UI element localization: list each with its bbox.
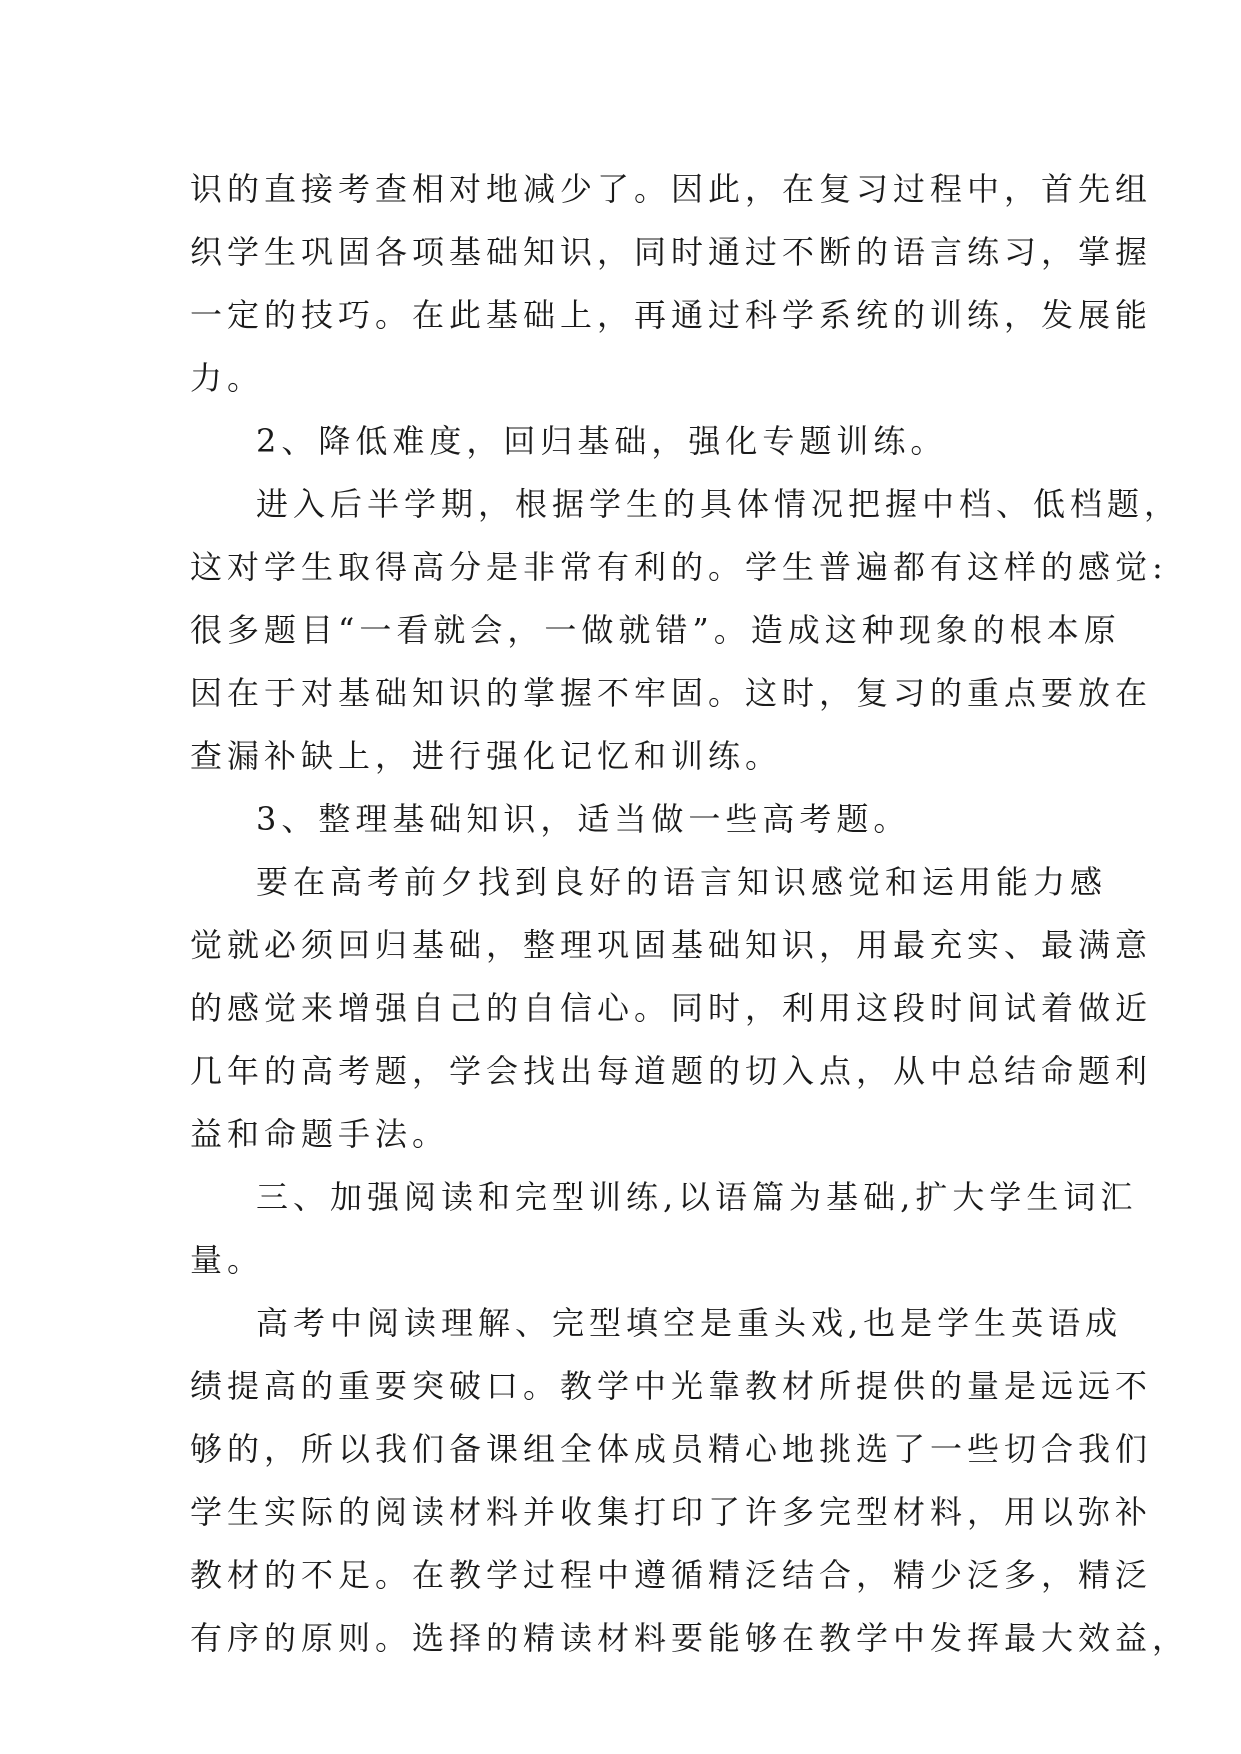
paragraph-line: 学生实际的阅读材料并收集打印了许多完型材料，用以弥补: [190, 1493, 1153, 1531]
paragraph-line: 要在高考前夕找到良好的语言知识感觉和运用能力感: [256, 863, 1108, 901]
paragraph-line: 的感觉来增强自己的自信心。同时，利用这段时间试着做近: [190, 989, 1153, 1027]
section-heading: 量。: [190, 1241, 265, 1279]
section-heading: 3、整理基础知识，适当做一些高考题。: [256, 800, 911, 838]
paragraph-line: 进入后半学期，根据学生的具体情况把握中档、低档题，: [256, 485, 1182, 523]
document-body: [190, 158, 1190, 1670]
paragraph-line: 绩提高的重要突破口。教学中光靠教材所提供的量是远远不: [190, 1367, 1153, 1405]
section-heading: 2、降低难度，回归基础，强化专题训练。: [256, 422, 948, 460]
paragraph-line: 够的，所以我们备课组全体成员精心地挑选了一些切合我们: [190, 1430, 1153, 1468]
paragraph-line: 高考中阅读理解、完型填空是重头戏,也是学生英语成: [256, 1304, 1123, 1342]
paragraph-line: 力。: [190, 359, 265, 397]
paragraph-line: 益和命题手法。: [190, 1115, 450, 1153]
paragraph-line: 识的直接考查相对地减少了。因此，在复习过程中，首先组: [190, 170, 1153, 208]
paragraph-line: 教材的不足。在教学过程中遵循精泛结合，精少泛多，精泛: [190, 1556, 1153, 1594]
paragraph-line: 查漏补缺上，进行强化记忆和训练。: [190, 737, 783, 775]
paragraph-line: 这对学生取得高分是非常有利的。学生普遍都有这样的感觉:: [190, 548, 1168, 586]
paragraph-line: 有序的原则。选择的精读材料要能够在教学中发挥最大效益，: [190, 1619, 1190, 1657]
paragraph-line: 觉就必须回归基础，整理巩固基础知识，用最充实、最满意: [190, 926, 1153, 964]
paragraph-line: 因在于对基础知识的掌握不牢固。这时，复习的重点要放在: [190, 674, 1153, 712]
paragraph-line: 织学生巩固各项基础知识，同时通过不断的语言练习，掌握: [190, 233, 1153, 271]
paragraph-line: 一定的技巧。在此基础上，再通过科学系统的训练，发展能: [190, 296, 1153, 334]
paragraph-line: 很多题目“一看就会，一做就错”。造成这种现象的根本原: [190, 611, 1121, 649]
paragraph-line: 几年的高考题，学会找出每道题的切入点，从中总结命题利: [190, 1052, 1153, 1090]
section-heading: 三、加强阅读和完型训练,以语篇为基础,扩大学生词汇: [256, 1178, 1138, 1216]
